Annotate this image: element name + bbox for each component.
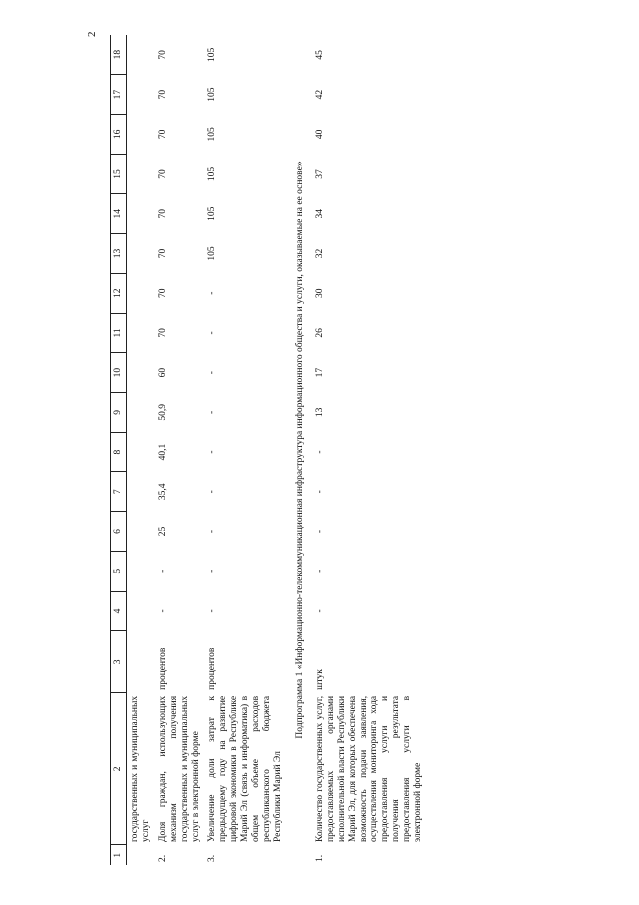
value-cell: 105 <box>207 47 218 62</box>
indicator-description: Количество государственных услуг, предоставляемых органами исполнительной власти Республики Марий Эл, для которых обеспечена возможность подачи заявления, осуществления мониторинга хода предоставления услуги и получения результата предоставления услуги в электронной форме <box>314 695 424 842</box>
col-header: 16 <box>111 114 127 154</box>
value-cell: - <box>207 490 218 494</box>
unit-cell: процентов <box>157 647 168 690</box>
col-header: 10 <box>111 353 127 393</box>
value-cell: 70 <box>157 129 168 140</box>
value-cell: - <box>314 529 325 534</box>
value-cell: 35,4 <box>157 483 168 501</box>
value-cell: - <box>157 609 168 613</box>
value-cell: 105 <box>207 87 218 102</box>
col-header: 15 <box>111 154 127 194</box>
col-header: 14 <box>111 194 127 234</box>
value-cell: 70 <box>157 50 168 60</box>
value-cell: 13 <box>314 407 325 418</box>
value-cell: - <box>314 490 325 494</box>
value-cell: 70 <box>157 248 168 259</box>
value-cell: 105 <box>207 127 218 142</box>
col-header: 2 <box>111 693 127 845</box>
col-header: 5 <box>111 551 127 591</box>
value-cell: - <box>314 609 325 613</box>
indicators-table <box>110 35 427 865</box>
col-header: 18 <box>111 35 127 75</box>
value-cell: - <box>207 529 218 534</box>
value-cell: 70 <box>157 328 168 338</box>
col-header: 4 <box>111 591 127 631</box>
row-number: 1. <box>314 854 325 862</box>
value-cell: 70 <box>157 288 168 298</box>
value-cell: - <box>314 450 325 454</box>
page-number: 2 <box>86 31 98 37</box>
value-cell: 50,9 <box>157 404 168 421</box>
value-cell: 25 <box>157 526 168 537</box>
value-cell: 70 <box>157 209 168 219</box>
value-cell: 45 <box>314 50 325 60</box>
value-cell: - <box>207 569 218 573</box>
row-number: 2. <box>157 854 168 862</box>
value-cell: 40 <box>314 129 325 140</box>
col-header: 8 <box>111 432 127 472</box>
value-cell: 34 <box>314 209 325 219</box>
row-number: 3. <box>207 854 218 862</box>
value-cell: 70 <box>157 89 168 100</box>
value-cell: - <box>314 569 325 573</box>
unit-cell: процентов <box>207 647 218 690</box>
col-header: 17 <box>111 75 127 115</box>
table-row <box>204 35 286 865</box>
value-cell: 105 <box>207 246 218 261</box>
col-header: 1 <box>111 845 127 865</box>
value-cell: 37 <box>314 169 325 179</box>
value-cell: - <box>157 569 168 573</box>
column-header-row <box>111 35 127 865</box>
col-header: 13 <box>111 234 127 274</box>
value-cell: 70 <box>157 169 168 179</box>
value-cell: 105 <box>207 166 218 182</box>
col-header: 6 <box>111 512 127 552</box>
value-cell: - <box>207 410 218 414</box>
value-cell: 40,1 <box>157 443 168 461</box>
col-header: 3 <box>111 631 127 693</box>
value-cell: - <box>207 609 218 613</box>
continuation-row <box>126 35 154 865</box>
value-cell: 105 <box>207 206 218 221</box>
value-cell: 17 <box>314 367 325 378</box>
value-cell: - <box>207 450 218 454</box>
value-cell: - <box>207 371 218 375</box>
col-header: 9 <box>111 393 127 433</box>
value-cell: 30 <box>314 288 325 298</box>
col-header: 7 <box>111 472 127 512</box>
table-row <box>155 35 205 865</box>
subprogram-row <box>287 35 312 865</box>
value-cell: 26 <box>314 328 325 338</box>
indicator-description: Доля граждан, использующих механизм получения государственных и муниципальных услуг в электронной форме <box>157 695 201 842</box>
value-cell: - <box>207 331 218 335</box>
col-header: 11 <box>111 313 127 353</box>
subprogram-title: Подпрограмма 1 «Информационно-телекоммуникационная инфраструктура информационного общества и услуги, оказываемые на ее основе» <box>294 161 305 739</box>
unit-cell: штук <box>314 669 325 690</box>
table-row <box>312 35 427 865</box>
continuation-text: государственных и муниципальных услуг <box>129 695 151 842</box>
col-header: 12 <box>111 273 127 313</box>
value-cell: 32 <box>314 248 325 259</box>
value-cell: - <box>207 291 218 295</box>
indicator-description: Увеличение доли затрат к предыдущему году на развитие цифровой экономики в Республике Марий Эл (связь и информатика) в общем объеме расходов республиканского бюджета Республики Марий Эл <box>207 695 283 842</box>
value-cell: 42 <box>314 89 325 100</box>
value-cell: 60 <box>157 367 168 378</box>
